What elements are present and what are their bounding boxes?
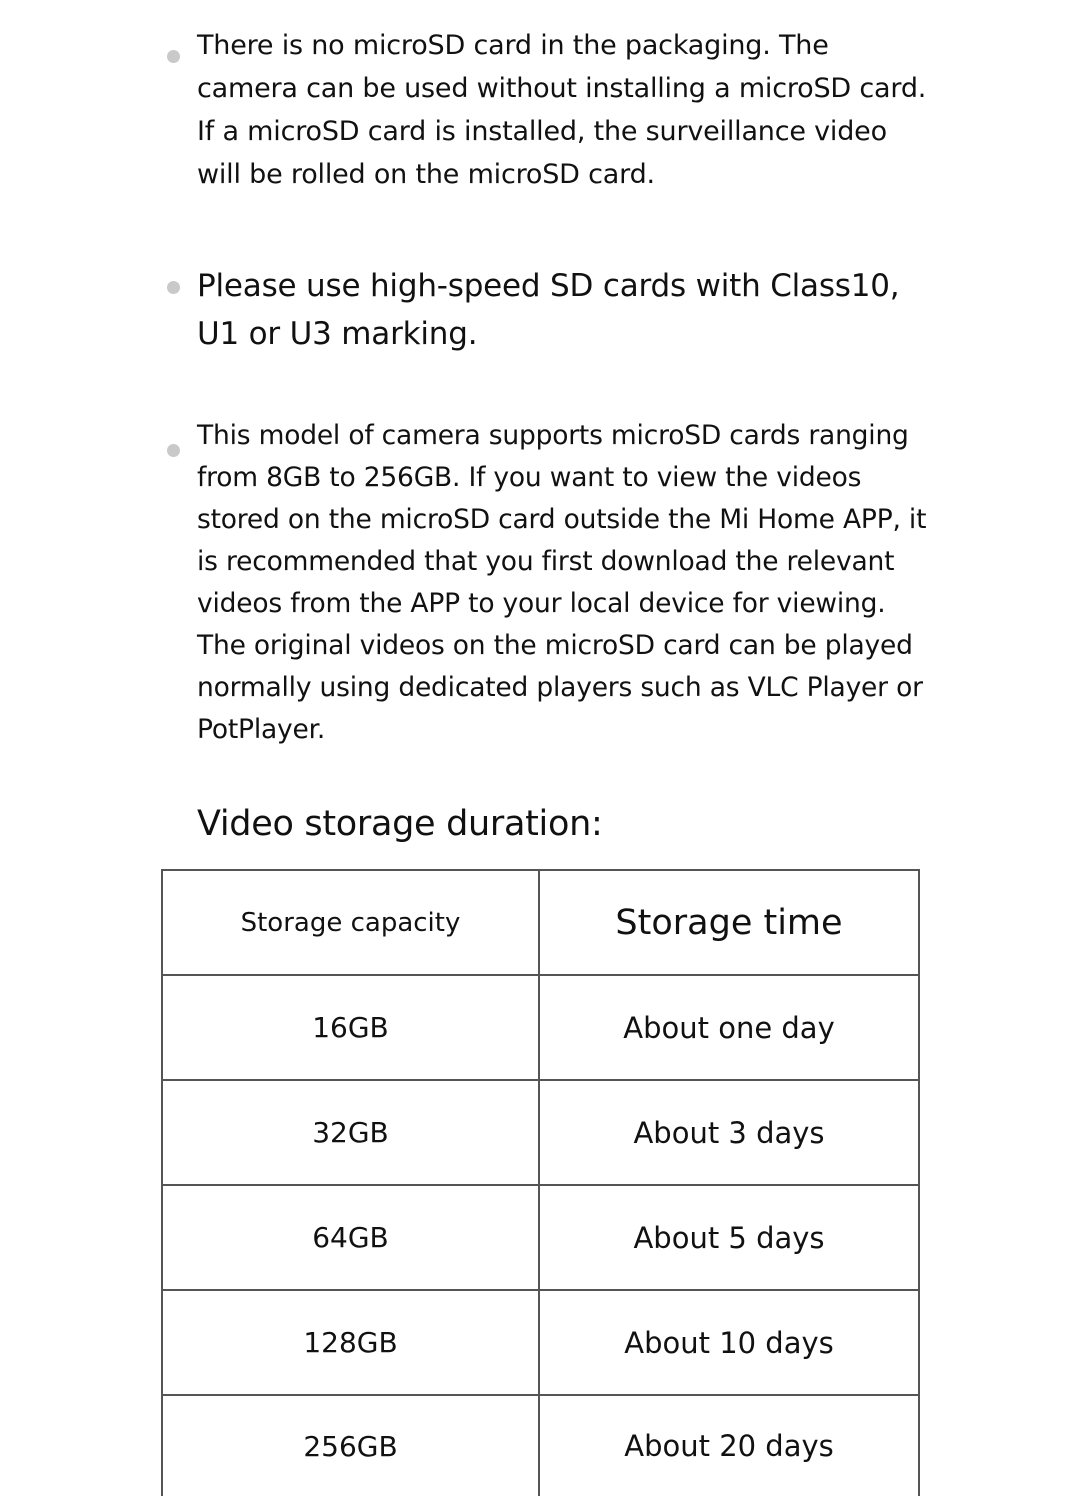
note-supported-capacity: This model of camera supports microSD cards ranging from 8GB to 256GB. If you want to view the videos stored on the microSD card outside the Mi Home APP, it is recommended that you first download the relevant videos from the APP to your local device for viewing. The original videos on the microSD card can be played normally using dedicated players such as VLC Player or PotPlayer. bbox=[197, 420, 927, 745]
time-cell: About 10 days bbox=[539, 1290, 919, 1395]
bullet-dot-icon bbox=[167, 281, 180, 294]
table-row bbox=[162, 1185, 919, 1290]
time-cell: About one day bbox=[539, 975, 919, 1080]
table-header-row bbox=[162, 870, 919, 975]
time-cell: About 5 days bbox=[539, 1185, 919, 1290]
note-no-microsd-included: There is no microSD card in the packaging. The camera can be used without installing a microSD card. If a microSD card is installed, the surveillance video will be rolled on the microSD card. bbox=[197, 30, 927, 190]
capacity-cell: 128GB bbox=[162, 1290, 539, 1395]
table-row bbox=[162, 975, 919, 1080]
time-cell: About 3 days bbox=[539, 1080, 919, 1185]
time-cell: About 20 days bbox=[539, 1395, 919, 1496]
header-storage-time: Storage time bbox=[539, 870, 919, 975]
bullet-dot-icon bbox=[167, 50, 180, 63]
capacity-cell: 256GB bbox=[162, 1395, 539, 1496]
section-title: Video storage duration: bbox=[197, 804, 603, 844]
table-row bbox=[162, 1290, 919, 1395]
note-high-speed-card: Please use high-speed SD cards with Class10, U1 or U3 marking. bbox=[197, 268, 900, 352]
storage-duration-table bbox=[161, 869, 920, 1496]
capacity-cell: 16GB bbox=[162, 975, 539, 1080]
capacity-cell: 32GB bbox=[162, 1080, 539, 1185]
capacity-cell: 64GB bbox=[162, 1185, 539, 1290]
bullet-dot-icon bbox=[167, 444, 180, 457]
table-row bbox=[162, 1395, 919, 1496]
header-storage-capacity: Storage capacity bbox=[162, 870, 539, 975]
table-row bbox=[162, 1080, 919, 1185]
